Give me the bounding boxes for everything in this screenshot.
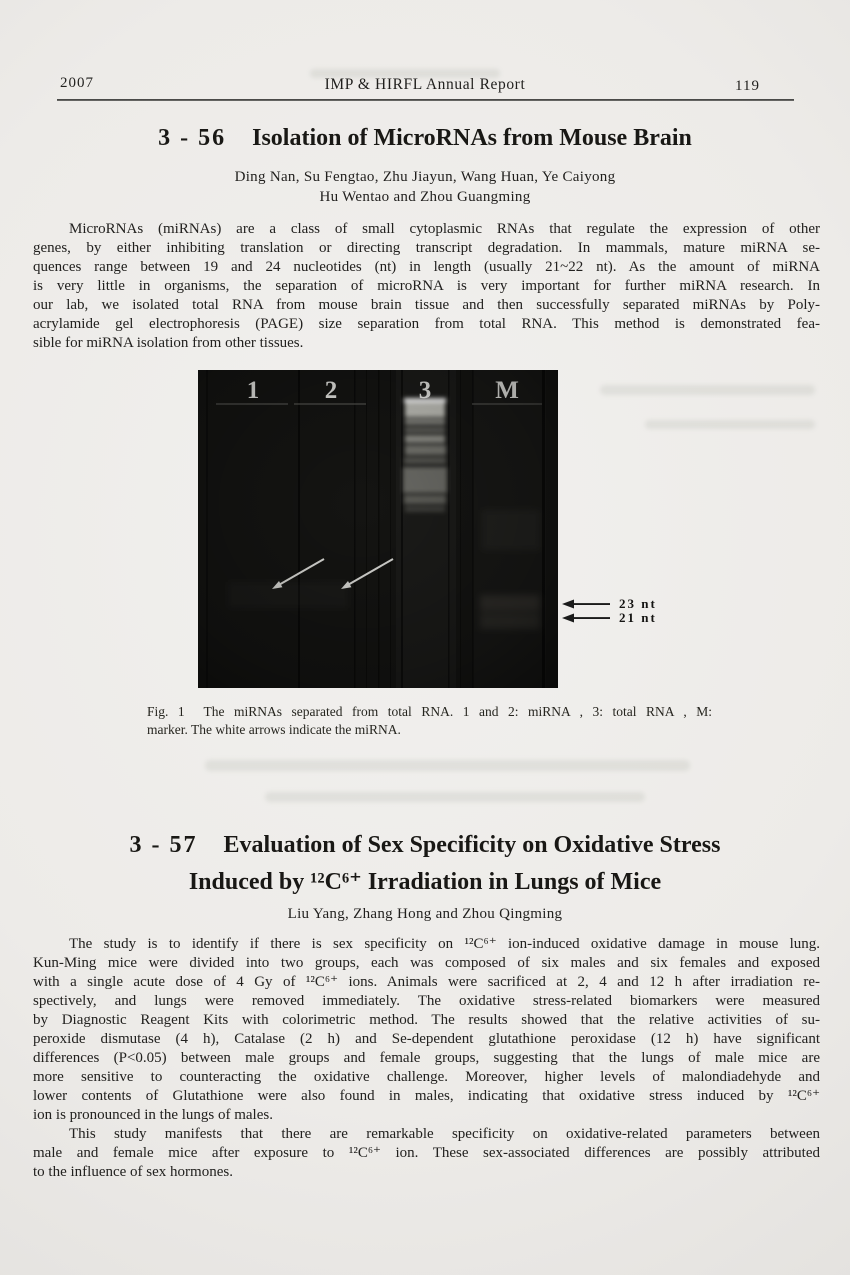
article2-paragraph1: The study is to identify if there is sex specificity on ¹²C⁶⁺ ion-induced oxidative damage in mouse lung. Kun-Ming mice were divided into two groups, each was composed of six males and six females and exposed with a single acute dose of 4 Gy of ¹²C⁶⁺ ions. Animals were sacrificed at 2, 4 and 12 h after irradiation re- spectively, and lungs were removed immediately. The oxidative stress-related biomarkers were measured by Diagnostic Reagent Kits with colorimetric method. The results showed that the relative activities of su- peroxide dismutase (4 h), Catalase (2 h) and Se-dependent glutathione peroxidase (12 h) have significant differences (P<0.05) between male groups and female groups, suggesting that the lungs of male mice are more sensitive to counteracting the oxidative challenge. Moreover, higher levels of malondiadehyde and lower contents of Glutathione were also found in males, indicating that oxidative stress induced by ¹²C⁶⁺ ion is pronounced in the lungs of males.: [33, 936, 820, 1123]
article2-title-line1: [0, 832, 850, 859]
left-arrow-icon: [562, 612, 610, 624]
article2-authors: Liu Yang, Zhang Hong and Zhou Qingming: [287, 906, 563, 922]
article2-number: 3 - 57: [129, 832, 198, 858]
marker-label-23nt: 23 nt: [619, 596, 657, 611]
bleedthrough-smudge: [265, 792, 645, 802]
marker-annotation-23nt: [562, 597, 657, 611]
bleedthrough-smudge: [645, 420, 815, 429]
left-arrow-icon: [562, 598, 610, 610]
article1-number: 3 - 56: [158, 125, 227, 151]
article1-authors-line1: Ding Nan, Su Fengtao, Zhu Jiayun, Wang Huan, Ye Caiyong: [234, 169, 616, 185]
article2-title-text1: Evaluation of Sex Specificity on Oxidative Stress: [223, 832, 721, 858]
article2-body: [0, 935, 850, 1182]
bleedthrough-smudge: [205, 760, 690, 771]
bleedthrough-smudge: [600, 385, 815, 395]
header-page-number: 119: [735, 78, 760, 94]
header-report-title: IMP & HIRFL Annual Report: [324, 76, 526, 93]
marker-label-21nt: 21 nt: [619, 610, 657, 625]
article1-title-text: Isolation of MicroRNAs from Mouse Brain: [252, 125, 692, 151]
figure1-caption: Fig. 1 The miRNAs separated from total RNA. 1 and 2: miRNA , 3: total RNA , M: marker. The white arrows indicate the miRNA.: [147, 704, 712, 737]
header-year: 2007: [60, 75, 94, 91]
article1-title: [0, 125, 850, 152]
article2-paragraph2: This study manifests that there are remarkable specificity on oxidative-related parameters between male and female mice after exposure to ¹²C⁶⁺ ion. These sex-associated differences are possibly attributed to the influence of sex hormones.: [33, 1126, 820, 1180]
gel-electrophoresis-image: [198, 370, 558, 688]
article1-abstract: MicroRNAs (miRNAs) are a class of small cytoplasmic RNAs that regulate the expression of other genes, by either inhibiting translation or directing transcript degradation. In mammals, mature miRNA se- quences range between 19 and 24 nucleotides (nt) in length (usually 21~22 nt). As the amount of miRNA is very little in organisms, the separation of microRNA is very important for further miRNA research. In our lab, we isolated total RNA from mouse brain tissue and then successfully separated miRNAs by Poly- acrylamide gel electrophoresis (PAGE) size separation from total RNA. This method is demonstrated fea- sible for miRNA isolation from other tissues.: [33, 221, 820, 351]
article2-title-text2: Induced by ¹²C⁶⁺ Irradiation in Lungs of Mice: [188, 869, 662, 895]
article2-title-line2: [0, 866, 850, 896]
header-rule: [57, 99, 794, 101]
article1-authors-line2: Hu Wentao and Zhou Guangming: [319, 189, 531, 205]
marker-annotation-21nt: [562, 611, 657, 625]
